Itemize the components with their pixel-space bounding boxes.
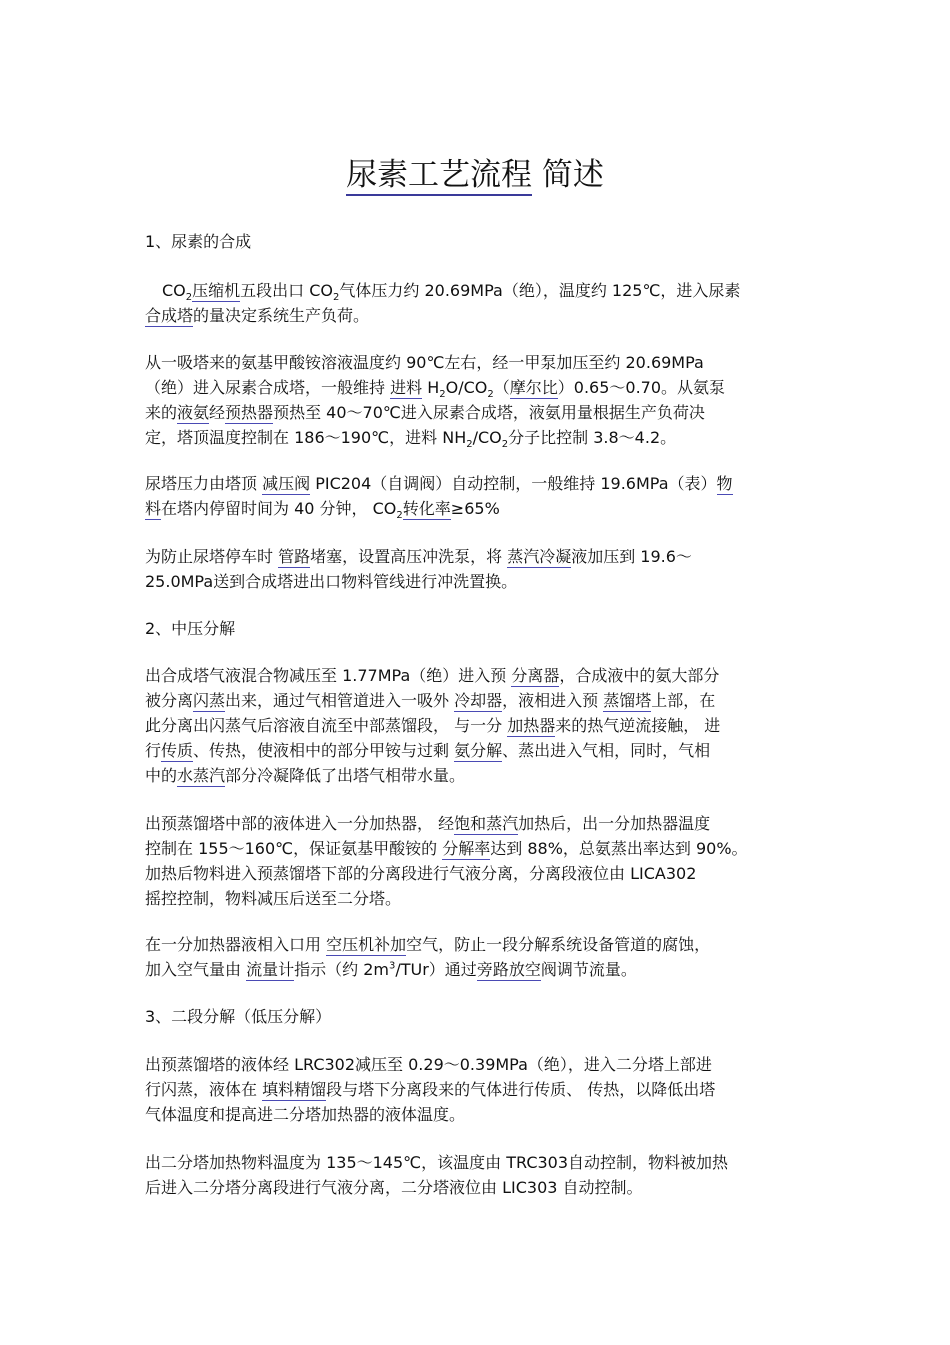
link-conversion-rate[interactable]: 转化率: [402, 499, 451, 518]
link-ammonia-decomposition[interactable]: 氨分解: [454, 741, 503, 760]
text: 中的: [145, 766, 178, 785]
text: 阀调节流量。: [540, 960, 637, 979]
text: 在一分加热器液相入口用: [145, 935, 327, 954]
link-heater[interactable]: 加热器: [507, 716, 556, 735]
text: 经: [209, 403, 226, 422]
paragraph-1-line-2: [145, 304, 369, 328]
paragraph-9-line-2: 后进入二分塔分离段进行气液分离，二分塔液位由 LIC303 自动控制。: [145, 1178, 643, 1197]
text: 行: [145, 741, 162, 760]
paragraph-4-line-2: 25.0MPa送到合成塔进出口物料管线进行冲洗置换。: [145, 572, 518, 591]
subscript: 2: [466, 439, 473, 451]
text: H: [422, 378, 440, 397]
text: 达到 88%，总氨蒸出率达到 90%。: [490, 839, 748, 858]
text: 行闪蒸，液体在: [145, 1080, 263, 1099]
link-pressure-valve[interactable]: 减压阀: [262, 474, 311, 493]
text: ）0.65～0.70。从氨泵: [557, 378, 726, 397]
paragraph-6-line-2: [145, 837, 748, 861]
section-heading-3: 3、二段分解（低压分解）: [145, 1007, 332, 1026]
link-bypass-vent[interactable]: 旁路放空: [476, 960, 541, 979]
text: ，合成液中的氨大部分: [559, 666, 720, 685]
paragraph-2-line-4: [145, 426, 676, 450]
text: 指示（约 2m: [294, 960, 389, 979]
title-rest: 简述: [532, 157, 604, 193]
text: ，液相进入预: [502, 691, 604, 710]
text: 控制在 155～160℃，保证氨基甲酸铵的: [145, 839, 443, 858]
text: 被分离: [145, 691, 194, 710]
link-packed-rectification[interactable]: 填料精馏: [262, 1080, 327, 1099]
text: 加热后，出一分加热器温度: [518, 814, 711, 833]
subscript: 2: [487, 389, 494, 401]
superscript: 3: [388, 960, 396, 972]
text: 部分冷凝降低了出塔气相带水量。: [225, 766, 466, 785]
text: 来的热气逆流接触， 进: [555, 716, 721, 735]
section-heading-1: 1、尿素的合成: [145, 232, 252, 251]
subscript: 2: [396, 510, 403, 522]
text: （绝）进入尿素合成塔，一般维持: [145, 378, 391, 397]
link-pipeline[interactable]: 管路: [278, 547, 311, 566]
link-saturated-steam[interactable]: 饱和蒸汽: [454, 814, 519, 833]
title-link[interactable]: 尿素工艺流程: [346, 157, 532, 196]
link-mass-transfer[interactable]: 传质: [161, 741, 194, 760]
paragraph-2-line-2: [145, 376, 725, 400]
paragraph-5-line-1: [145, 664, 719, 688]
paragraph-9-line-1: 出二分塔加热物料温度为 135～145℃，该温度由 TRC303自动控制，物料被加热: [145, 1153, 729, 1172]
paragraph-5-line-3: [145, 714, 720, 738]
paragraph-5-line-2: [145, 689, 715, 713]
link-flash[interactable]: 闪蒸: [193, 691, 226, 710]
text: 在塔内停留时间为 40 分钟， CO: [161, 499, 397, 518]
text: 预热至 40～70℃进入尿素合成塔，液氨用量根据生产负荷决: [273, 403, 705, 422]
text: 来的: [145, 403, 178, 422]
paragraph-5-line-4: [145, 739, 710, 763]
subscript: 2: [439, 389, 446, 401]
text: 出预蒸馏塔中部的液体进入一分加热器， 经: [145, 814, 455, 833]
text: 定，塔顶温度控制在 186～190℃，进料 NH: [145, 428, 467, 447]
paragraph-6-line-1: [145, 812, 710, 836]
link-material-part1[interactable]: 物: [716, 474, 733, 493]
text: /TUr）通过: [395, 960, 477, 979]
text: 段与塔下分离段来的气体进行传质、 传热，以降低出塔: [326, 1080, 716, 1099]
text: 气体压力约 20.69MPa（绝），温度约 125℃，进入尿素: [339, 281, 741, 300]
link-decomposition-rate[interactable]: 分解率: [442, 839, 491, 858]
text: 为防止尿塔停车时: [145, 547, 279, 566]
text: ≥65%: [450, 499, 500, 518]
text: O/CO: [445, 378, 488, 397]
text: 堵塞，设置高压冲洗泵，将: [310, 547, 508, 566]
link-distillation-tower[interactable]: 蒸馏塔: [603, 691, 652, 710]
text: 、传热，使液相中的部分甲铵与过剩: [193, 741, 455, 760]
link-material-part2[interactable]: 料: [145, 499, 162, 518]
paragraph-3-line-2: [145, 497, 500, 521]
subscript: 2: [501, 439, 509, 451]
link-steam-condensate[interactable]: 蒸汽冷凝: [507, 547, 572, 566]
paragraph-3-line-1: [145, 472, 733, 496]
text: 、蒸出进入气相，同时，气相: [502, 741, 711, 760]
link-feed[interactable]: 进料: [390, 378, 423, 397]
paragraph-1-line-1: [162, 279, 740, 303]
link-preheater[interactable]: 预热器: [225, 403, 274, 422]
link-synthesis-tower[interactable]: 合成塔: [145, 306, 194, 325]
link-water-vapor[interactable]: 水蒸汽: [177, 766, 226, 785]
paragraph-5-line-5: [145, 764, 465, 788]
subscript: 2: [333, 292, 340, 304]
paragraph-8-line-2: [145, 1078, 715, 1102]
link-liquid-ammonia[interactable]: 液氨: [177, 403, 210, 422]
text: 分子比控制 3.8～4.2。: [508, 428, 677, 447]
text: PIC204（自调阀）自动控制，一般维持 19.6MPa（表）: [310, 474, 717, 493]
paragraph-7-line-2: [145, 958, 637, 982]
paragraph-6-line-4: 摇控控制，物料减压后送至二分塔。: [145, 889, 402, 908]
link-cooler[interactable]: 冷却器: [454, 691, 503, 710]
text: 的量决定系统生产负荷。: [193, 306, 370, 325]
link-separator[interactable]: 分离器: [511, 666, 560, 685]
text: 加入空气量由: [145, 960, 247, 979]
paragraph-8-line-1: 出预蒸馏塔的液体经 LRC302减压至 0.29～0.39MPa（绝），进入二分塔上部进: [145, 1055, 712, 1074]
paragraph-6-line-3: 加热后物料进入预蒸馏塔下部的分离段进行气液分离，分离段液位由 LICA302: [145, 864, 697, 883]
link-flowmeter[interactable]: 流量计: [246, 960, 295, 979]
text: 液加压到 19.6～: [571, 547, 692, 566]
section-heading-2: 2、中压分解: [145, 619, 236, 638]
text: 五段出口 CO: [240, 281, 334, 300]
paragraph-7-line-1: [145, 933, 710, 957]
subscript: 2: [185, 292, 193, 304]
text: /CO: [472, 428, 502, 447]
page-title: [0, 152, 950, 198]
text: 尿塔压力由塔顶: [145, 474, 263, 493]
text: CO: [162, 281, 186, 300]
text: （: [493, 378, 510, 397]
text: 出来，通过气相管道进入一吸外: [225, 691, 455, 710]
link-compressor[interactable]: 压缩机: [192, 281, 241, 300]
link-molar-ratio[interactable]: 摩尔比: [509, 378, 558, 397]
text: 上部，在: [651, 691, 716, 710]
paragraph-2-line-3: [145, 401, 705, 425]
text: 空气，防止一段分解系统设备管道的腐蚀，: [406, 935, 711, 954]
text: 出合成塔气液混合物减压至 1.77MPa（绝）进入预: [145, 666, 512, 685]
paragraph-8-line-3: 气体温度和提高进二分塔加热器的液体温度。: [145, 1105, 466, 1124]
link-air-compressor[interactable]: 空压机补加: [326, 935, 407, 954]
paragraph-2-line-1: 从一吸塔来的氨基甲酸铵溶液温度约 90℃左右，经一甲泵加压至约 20.69MPa: [145, 353, 704, 372]
text: 此分离出闪蒸气后溶液自流至中部蒸馏段， 与一分: [145, 716, 508, 735]
paragraph-4-line-1: [145, 545, 692, 569]
